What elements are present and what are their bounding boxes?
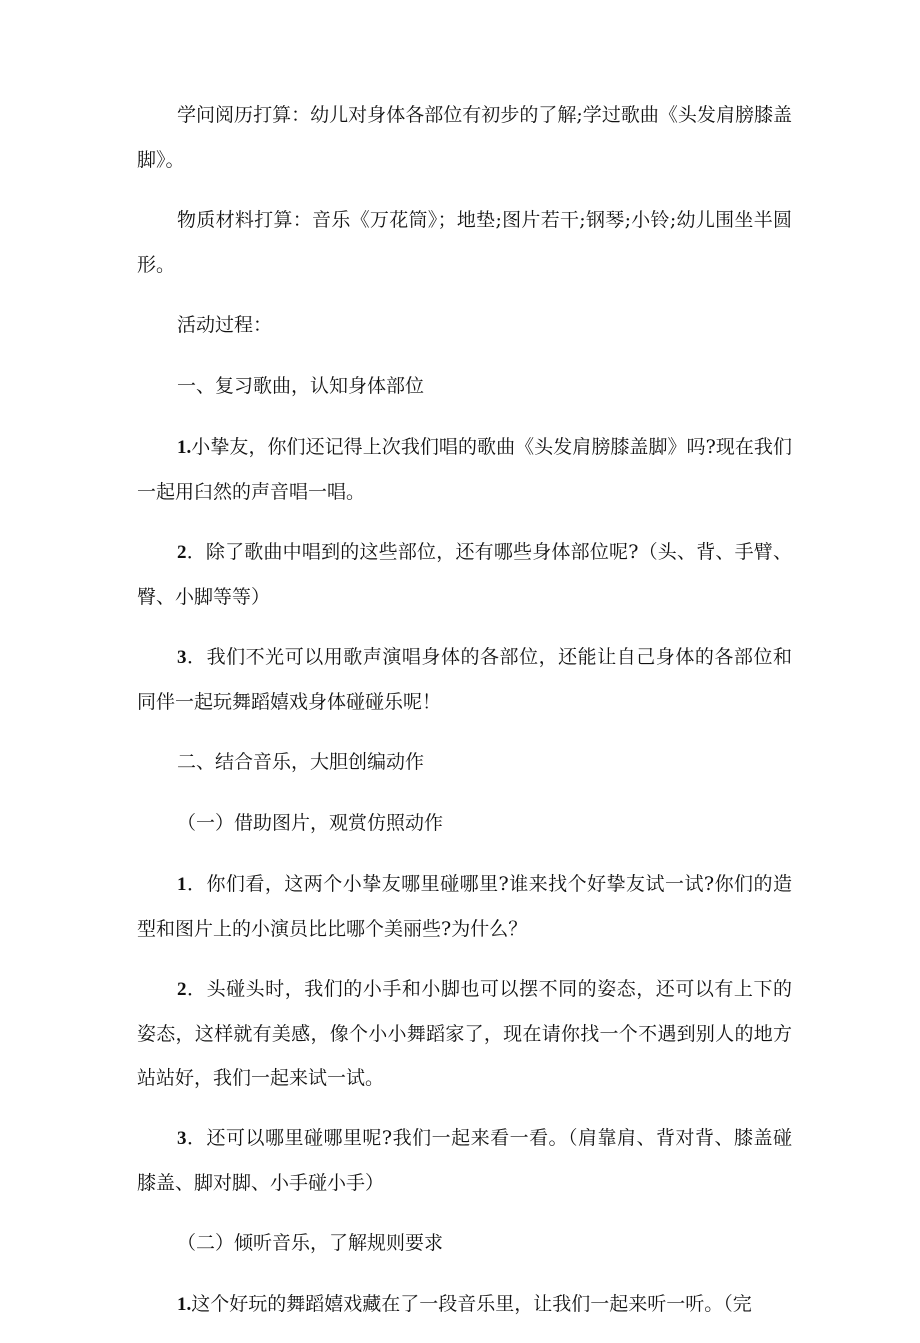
paragraph: [137, 303, 792, 348]
section-heading: [137, 364, 792, 409]
paragraph-text: （一）借助图片，观赏仿照动作: [177, 812, 444, 834]
paragraph: [137, 862, 792, 951]
paragraph-text: 这个好玩的舞蹈嬉戏藏在了一段音乐里，让我们一起来听一听。（完: [191, 1293, 752, 1315]
sub-heading: [137, 1221, 792, 1266]
document-body: [137, 93, 792, 1343]
sub-heading: [137, 801, 792, 846]
paragraph-text: 二、结合音乐，大胆创编动作: [177, 751, 425, 773]
paragraph-text: ．还可以哪里碰哪里呢?我们一起来看一看。（肩靠肩、背对背、膝盖碰膝盖、脚对脚、小手碰小手）: [137, 1127, 792, 1194]
paragraph: [137, 198, 792, 287]
paragraph-number: 3: [177, 1128, 187, 1149]
paragraph: [137, 967, 792, 1100]
paragraph-text: ．除了歌曲中唱到的这些部位，还有哪些身体部位呢?（头、背、手臂、臀、小脚等等）: [137, 541, 792, 608]
paragraph-number: 2: [177, 542, 187, 563]
paragraph-number: 2: [177, 979, 187, 1000]
paragraph-number: 3: [177, 647, 187, 668]
paragraph-text: 学问阅历打算：幼儿对身体各部位有初步的了解;学过歌曲《头发肩膀膝盖脚》。: [137, 104, 792, 171]
paragraph: [137, 425, 792, 514]
paragraph: [137, 93, 792, 182]
paragraph-text: 物质材料打算：音乐《万花筒》；地垫;图片若干;钢琴;小铃;幼儿围坐半圆形。: [137, 209, 792, 276]
paragraph-number: 1.: [177, 1294, 192, 1315]
paragraph-number: 1.: [177, 437, 192, 458]
paragraph-text: ．我们不光可以用歌声演唱身体的各部位，还能让自己身体的各部位和同伴一起玩舞蹈嬉戏身体碰碰乐呢！: [137, 646, 792, 713]
paragraph: [137, 1282, 792, 1327]
paragraph-text: 活动过程：: [177, 314, 273, 336]
paragraph-number: 1: [177, 874, 187, 895]
paragraph-text: ．头碰头时，我们的小手和小脚也可以摆不同的姿态，还可以有上下的姿态，这样就有美感，像个小小舞蹈家了，现在请你找一个不遇到别人的地方站站好，我们一起来试一试。: [137, 978, 792, 1089]
paragraph-text: ．你们看，这两个小挚友哪里碰哪里?谁来找个好挚友试一试?你们的造型和图片上的小演员比比哪个美丽些?为什么？: [137, 873, 792, 940]
section-heading: [137, 740, 792, 785]
paragraph: [137, 530, 792, 619]
paragraph: [137, 635, 792, 724]
paragraph-text: 一、复习歌曲，认知身体部位: [177, 375, 425, 397]
paragraph: [137, 1116, 792, 1205]
paragraph-text: （二）倾听音乐，了解规则要求: [177, 1232, 444, 1254]
paragraph-text: 小挚友，你们还记得上次我们唱的歌曲《头发肩膀膝盖脚》吗?现在我们一起用臼然的声音唱一唱。: [137, 436, 792, 503]
